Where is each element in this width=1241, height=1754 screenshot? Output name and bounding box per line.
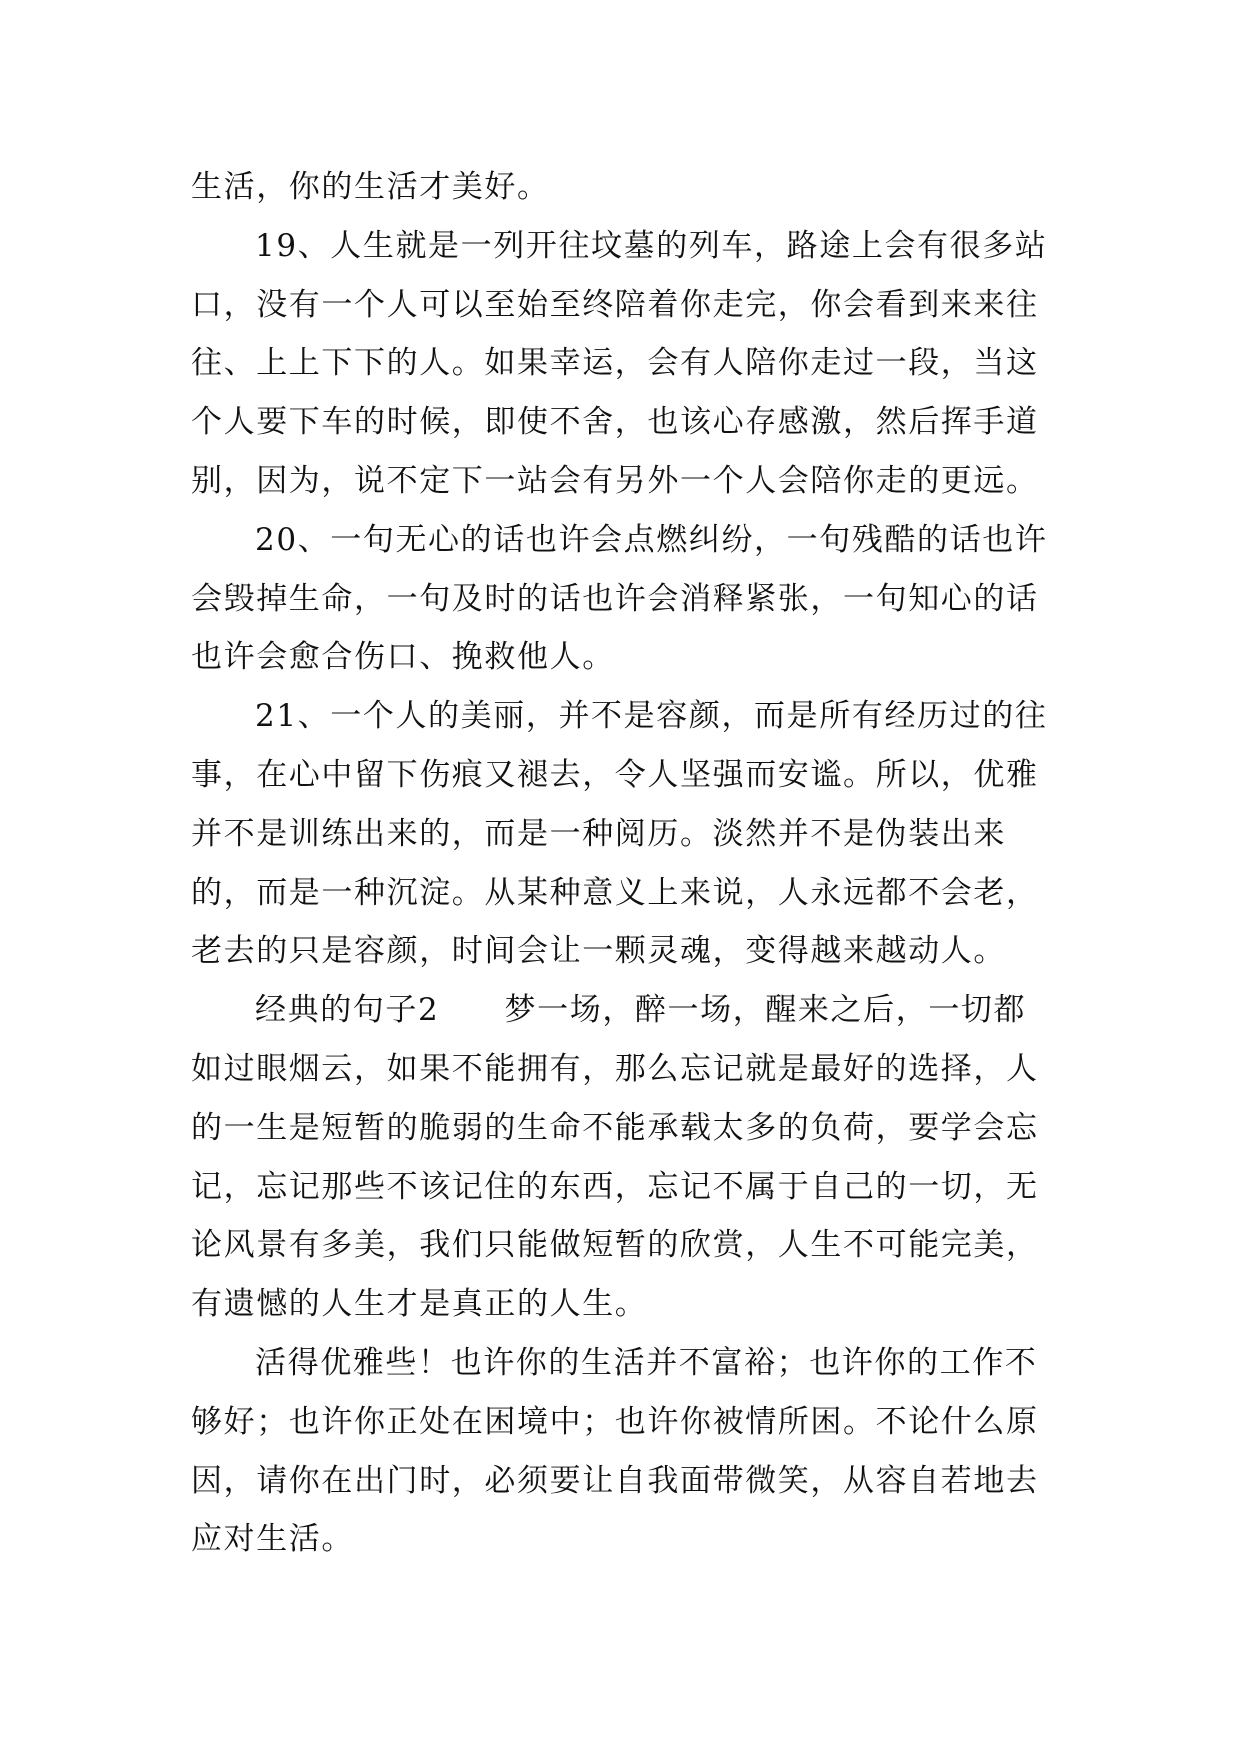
paragraph: 生活，你的生活才美好。 <box>191 169 550 205</box>
paragraph: 20、一句无心的话也许会点燃纠纷，一句残酷的话也许会毁掉生命，一句及时的话也许会消释紧张，一句知心的话也许会愈合伤口、挽救他人。 <box>191 521 1048 676</box>
paragraph: 21、一个人的美丽，并不是容颜，而是所有经历过的往事，在心中留下伤痕又褪去，令人坚强而安谧。所以，优雅并不是训练出来的，而是一种阅历。淡然并不是伪装出来的，而是一种沉淀。从某种意义上来说，人永远都不会老，老去的只是容颜，时间会让一颗灵魂，变得越来越动人。 <box>191 698 1048 970</box>
paragraph: 经典的句子2 梦一场，醉一场，醒来之后，一切都如过眼烟云，如果不能拥有，那么忘记就是最好的选择，人的一生是短暂的脆弱的生命不能承载太多的负荷，要学会忘记，忘记那些不该记住的东西，忘记不属于自己的一切，无论风景有多美，我们只能做短暂的欣赏，人生不可能完美，有遗憾的人生才是真正的人生。 <box>191 992 1039 1323</box>
document-body <box>191 158 1051 1569</box>
paragraph: 活得优雅些！也许你的生活并不富裕；也许你的工作不够好；也许你正处在困境中；也许你被情所困。不论什么原因，请你在出门时，必须要让自我面带微笑，从容自若地去应对生活。 <box>191 1344 1039 1558</box>
paragraph: 19、人生就是一列开往坟墓的列车，路途上会有很多站口，没有一个人可以至始至终陪着你走完，你会看到来来往往、上上下下的人。如果幸运，会有人陪你走过一段，当这个人要下车的时候，即使不舍，也该心存感激，然后挥手道别，因为，说不定下一站会有另外一个人会陪你走的更远。 <box>191 227 1048 499</box>
